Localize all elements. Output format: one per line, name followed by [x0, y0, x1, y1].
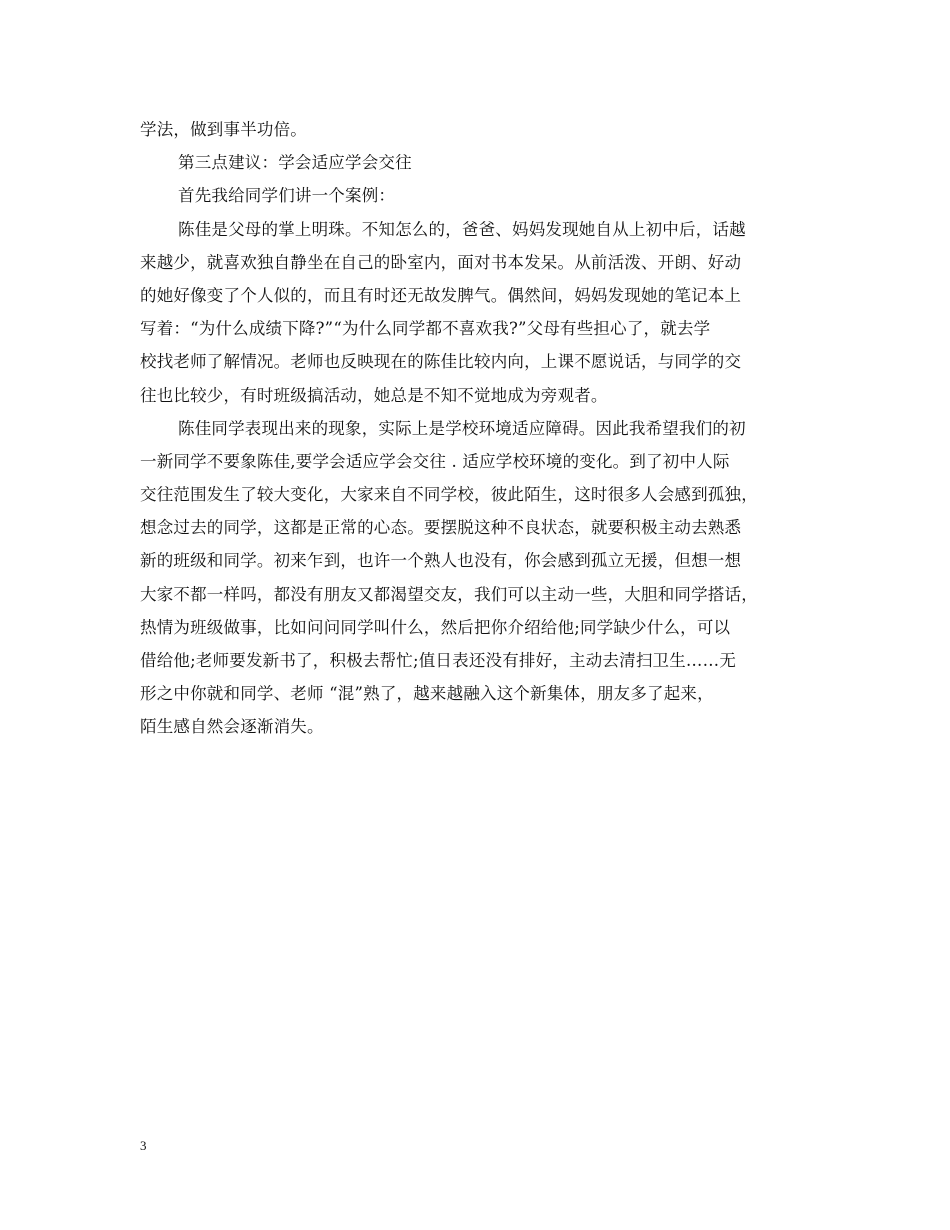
text-line: 第三点建议：学会适应学会交往: [178, 153, 412, 173]
text-line: 形之中你就和同学、老师 “混”熟了，越来越融入这个新集体，朋友多了起来，: [140, 684, 714, 704]
text-line: 陈佳是父母的掌上明珠。不知怎么的，爸爸、妈妈发现她自从上初中后，话越: [178, 219, 746, 239]
text-line: 借给他;老师要发新书了，积极去帮忙;值日表还没有排好，主动去清扫卫生……无: [140, 651, 737, 670]
document-body: [140, 113, 815, 744]
text-line: 的她好像变了个人似的，而且有时还无故发脾气。偶然间，妈妈发现她的笔记本上: [140, 285, 742, 305]
text-line: 来越少，就喜欢独自静坐在自己的卧室内，面对书本发呆。从前活泼、开朗、好动: [140, 252, 742, 272]
text-line: 写着：“为什么成绩下降?”“为什么同学都不喜欢我?”父母有些担心了，就去学: [140, 319, 711, 339]
text-line: 往也比较少，有时班级搞活动，她总是不知不觉地成为旁观者。: [140, 385, 608, 405]
text-line: 首先我给同学们讲一个案例：: [178, 186, 396, 206]
para-case-story: [140, 213, 815, 412]
text-line: 热情为班级做事，比如问问同学叫什么，然后把你介绍给他;同学缺少什么，可以: [140, 617, 731, 637]
para-third-suggestion: [140, 146, 815, 179]
para-case-intro: [140, 179, 815, 212]
text-line: 新的班级和同学。初来乍到，也许一个熟人也没有，你会感到孤立无援，但想一想: [140, 551, 742, 571]
text-line: 大家不都一样吗，都没有朋友又都渴望交友，我们可以主动一些，大胆和同学搭话，: [140, 584, 758, 604]
para-analysis: [140, 412, 815, 744]
text-line: 校找老师了解情况。老师也反映现在的陈佳比较内向，上课不愿说话，与同学的交: [140, 352, 742, 372]
text-line: 一新同学不要象陈佳,要学会适应学会交往 . 适应学校环境的变化。到了初中人际: [140, 451, 730, 471]
text-line: 陌生感自然会逐渐消失。: [140, 717, 324, 737]
text-line: 学法，做到事半功倍。: [140, 120, 307, 139]
text-line: 交往范围发生了较大变化，大家来自不同学校，彼此陌生，这时很多人会感到孤独，: [140, 485, 758, 505]
para-continuation: [140, 113, 815, 146]
text-line: 陈佳同学表现出来的现象，实际上是学校环境适应障碍。因此我希望我们的初: [178, 418, 746, 438]
page-number: 3: [140, 1138, 147, 1153]
text-line: 想念过去的同学，这都是正常的心态。要摆脱这种不良状态，就要积极主动去熟悉: [140, 518, 742, 538]
